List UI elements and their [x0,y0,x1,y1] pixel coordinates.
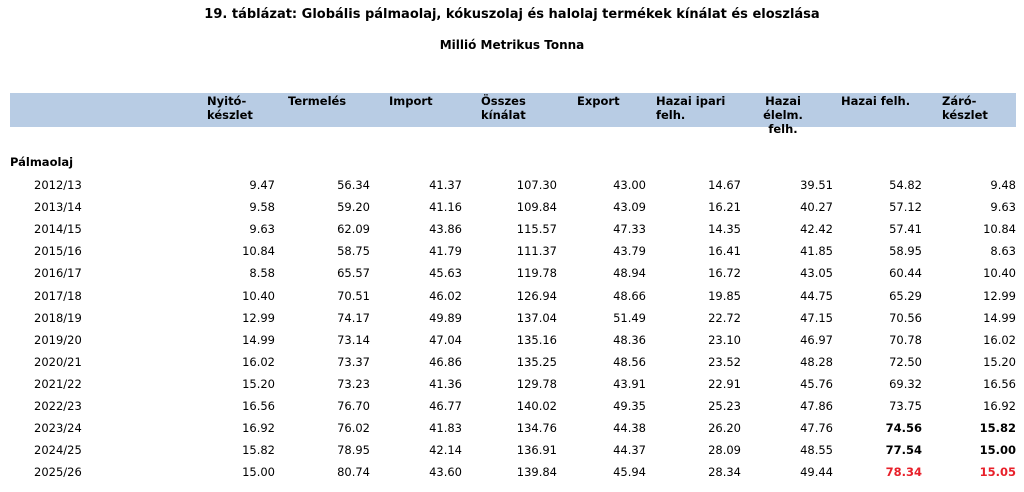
header-total-supply: Összes kínálat [481,94,526,122]
row-value: 137.04 [516,310,557,325]
row-value: 46.86 [429,354,462,369]
row-value: 25.23 [708,399,741,413]
row-value: 74.17 [337,310,370,325]
table-title: 19. táblázat: Globális pálmaolaj, kókuszolaj és halolaj termékek kínálat és eloszlása [204,7,820,22]
row-value: 65.29 [889,288,922,303]
row-value: 15.05 [979,465,1016,480]
row-value: 70.78 [889,332,922,347]
table-row [0,442,1024,464]
row-value: 28.09 [708,443,741,458]
header-export: Export [577,94,620,108]
row-value: 39.51 [800,178,833,192]
header-ending-stock: Záró- készlet [942,94,988,122]
row-value: 119.78 [516,266,557,281]
row-year: 2018/19 [34,310,82,325]
row-value: 69.32 [889,376,922,391]
row-value: 48.36 [613,332,646,347]
row-value: 76.02 [337,421,370,436]
row-value: 43.00 [613,178,646,192]
row-value: 60.44 [889,266,922,281]
row-year: 2014/15 [34,222,82,237]
row-value: 46.97 [800,332,833,347]
row-value: 41.36 [429,376,462,391]
row-value: 16.41 [708,244,741,259]
row-value: 49.89 [429,310,462,325]
row-year: 2016/17 [34,266,82,281]
row-value: 9.48 [990,178,1016,192]
table-row [0,354,1024,376]
row-value: 140.02 [516,399,557,413]
row-year: 2022/23 [34,399,82,413]
table-row [0,199,1024,221]
row-value: 43.79 [613,244,646,259]
row-year: 2024/25 [34,443,82,458]
row-value: 77.54 [885,443,922,458]
row-value: 47.76 [800,421,833,436]
row-value: 44.38 [613,421,646,436]
row-value: 78.95 [337,443,370,458]
row-value: 14.67 [708,178,741,192]
row-value: 41.16 [429,200,462,215]
row-value: 15.00 [979,443,1016,458]
row-value: 42.14 [429,443,462,458]
row-value: 9.63 [990,200,1016,215]
row-year: 2023/24 [34,421,82,436]
row-year: 2015/16 [34,244,82,259]
row-value: 48.28 [800,354,833,369]
row-value: 44.37 [613,443,646,458]
header-industrial-use: Hazai ipari felh. [656,94,726,122]
row-value: 54.82 [889,178,922,192]
row-value: 73.37 [337,354,370,369]
row-value: 109.84 [516,200,557,215]
table-subtitle: Millió Metrikus Tonna [439,38,585,52]
row-year: 2013/14 [34,200,82,215]
row-value: 8.63 [990,244,1016,259]
row-value: 10.84 [983,222,1016,237]
row-value: 16.72 [708,266,741,281]
row-value: 15.82 [979,421,1016,436]
row-value: 23.52 [708,354,741,369]
row-value: 41.37 [429,178,462,192]
table-row [0,221,1024,243]
row-value: 49.44 [800,465,833,480]
row-value: 58.75 [337,244,370,259]
row-value: 8.58 [249,266,275,281]
row-value: 41.79 [429,244,462,259]
row-value: 14.35 [708,222,741,237]
table-row [0,243,1024,265]
row-value: 16.56 [242,399,275,413]
table-row [0,332,1024,354]
row-value: 15.00 [242,465,275,480]
row-value: 15.20 [983,354,1016,369]
row-value: 47.86 [800,399,833,413]
row-value: 9.63 [249,222,275,237]
row-value: 15.20 [242,376,275,391]
row-value: 16.56 [983,376,1016,391]
row-value: 56.34 [337,178,370,192]
row-value: 65.57 [337,266,370,281]
table-row [0,310,1024,332]
row-value: 70.56 [889,310,922,325]
row-value: 136.91 [516,443,557,458]
row-value: 16.92 [983,399,1016,413]
row-value: 16.02 [983,332,1016,347]
row-value: 16.92 [242,421,275,436]
row-value: 14.99 [242,332,275,347]
row-value: 73.75 [889,399,922,413]
row-value: 41.83 [429,421,462,436]
row-value: 45.94 [613,465,646,480]
row-value: 10.40 [242,288,275,303]
row-value: 107.30 [516,178,557,192]
header-import: Import [389,94,433,108]
row-value: 44.75 [800,288,833,303]
row-value: 47.15 [800,310,833,325]
row-value: 73.23 [337,376,370,391]
header-food-use: Hazai élelm. felh. [763,94,803,136]
row-value: 45.76 [800,376,833,391]
row-value: 28.34 [708,465,741,480]
row-value: 19.85 [708,288,741,303]
row-value: 45.63 [429,266,462,281]
row-value: 73.14 [337,332,370,347]
row-value: 10.40 [983,266,1016,281]
row-value: 139.84 [516,465,557,480]
table-row [0,398,1024,420]
row-value: 74.56 [885,421,922,436]
row-value: 134.76 [516,421,557,436]
row-value: 80.74 [337,465,370,480]
table-row [0,265,1024,287]
row-value: 47.33 [613,222,646,237]
row-value: 26.20 [708,421,741,436]
row-value: 59.20 [337,200,370,215]
row-value: 12.99 [242,310,275,325]
row-value: 16.02 [242,354,275,369]
row-value: 48.55 [800,443,833,458]
row-value: 43.91 [613,376,646,391]
row-year: 2021/22 [34,376,82,391]
row-value: 22.91 [708,376,741,391]
row-value: 16.21 [708,200,741,215]
row-value: 22.72 [708,310,741,325]
row-value: 72.50 [889,354,922,369]
table-row [0,376,1024,398]
header-domestic-use: Hazai felh. [841,94,911,108]
row-year: 2019/20 [34,332,82,347]
row-value: 46.02 [429,288,462,303]
table-row [0,420,1024,442]
row-value: 15.82 [242,443,275,458]
row-value: 57.12 [889,200,922,215]
row-value: 126.94 [516,288,557,303]
row-value: 9.58 [249,200,275,215]
row-value: 48.66 [613,288,646,303]
row-value: 48.56 [613,354,646,369]
row-value: 76.70 [337,399,370,413]
header-opening-stock: Nyitó- készlet [207,94,253,122]
row-value: 43.60 [429,465,462,480]
section-label: Pálmaolaj [10,155,74,169]
row-value: 47.04 [429,332,462,347]
table-row [0,288,1024,310]
row-value: 70.51 [337,288,370,303]
row-value: 40.27 [800,200,833,215]
row-value: 42.42 [800,222,833,237]
row-value: 12.99 [983,288,1016,303]
row-year: 2017/18 [34,288,82,303]
row-value: 135.25 [516,354,557,369]
table-row [0,177,1024,199]
row-value: 43.05 [800,266,833,281]
row-value: 78.34 [885,465,922,480]
row-value: 62.09 [337,222,370,237]
row-value: 46.77 [429,399,462,413]
row-year: 2020/21 [34,354,82,369]
row-value: 57.41 [889,222,922,237]
row-value: 111.37 [516,244,557,259]
row-value: 43.86 [429,222,462,237]
row-value: 129.78 [516,376,557,391]
row-value: 49.35 [613,399,646,413]
row-value: 43.09 [613,200,646,215]
row-value: 14.99 [983,310,1016,325]
row-year: 2012/13 [34,178,82,192]
row-value: 48.94 [613,266,646,281]
row-value: 9.47 [249,178,275,192]
row-value: 115.57 [516,222,557,237]
row-value: 135.16 [516,332,557,347]
header-production: Termelés [288,94,347,108]
row-year: 2025/26 [34,465,82,480]
row-value: 10.84 [242,244,275,259]
row-value: 51.49 [613,310,646,325]
row-value: 41.85 [800,244,833,259]
row-value: 23.10 [708,332,741,347]
row-value: 58.95 [889,244,922,259]
table-row [0,464,1024,486]
